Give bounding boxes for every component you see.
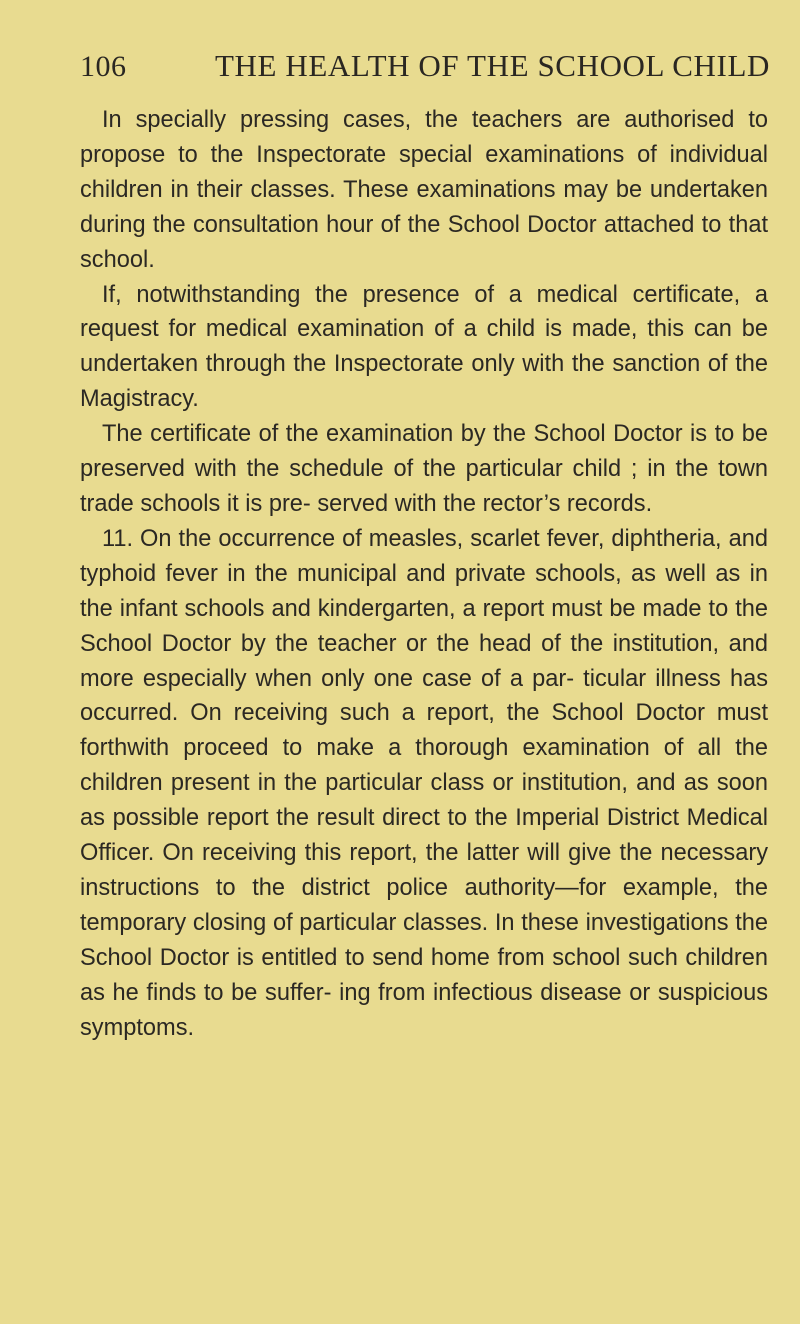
paragraph-medical-certificate: If, notwithstanding the presence of a medical certificate, a request for medical examination of a child is made, this can be undertaken through the Inspectorate only with the sanction of the Magistracy. [80,281,768,413]
body-text [80,103,768,1045]
page-header [80,48,770,84]
running-title: THE HEALTH OF THE SCHOOL CHILD [214,48,770,83]
paragraph-infectious-disease-report: 11. On the occurrence of measles, scarlet fever, diphtheria, and typhoid fever in the municipal and private schools, as well as in the infant schools and kindergarten, a report must be made to the School Doctor by the teacher or the head of the institution, and more especially when only one case of a par- ticular illness has occurred. On receiving such a report, the School Doctor must forthwith proceed to make a thorough examination of all the children present in the particular class or institution, and as soon as possible report the result direct to the Imperial District Medical Officer. On receiving this report, the latter will give the necessary instructions to the district police authority—for example, the temporary closing of particular classes. In these investigations the School Doctor is entitled to send home from school such children as he finds to be suffer- ing from infectious disease or suspicious symptoms. [80,525,768,1041]
paragraph-certificate-preservation: The certificate of the examination by the School Doctor is to be preserved with the schedule of the particular child ; in the town trade schools it is pre- served with the rector’s records. [80,421,768,517]
page-number: 106 [80,50,127,83]
paragraph-special-examinations: In specially pressing cases, the teachers are authorised to propose to the Inspectorate special examinations of individual children in their classes. These examinations may be undertaken during the consultation hour of the School Doctor attached to that school. [80,107,768,273]
